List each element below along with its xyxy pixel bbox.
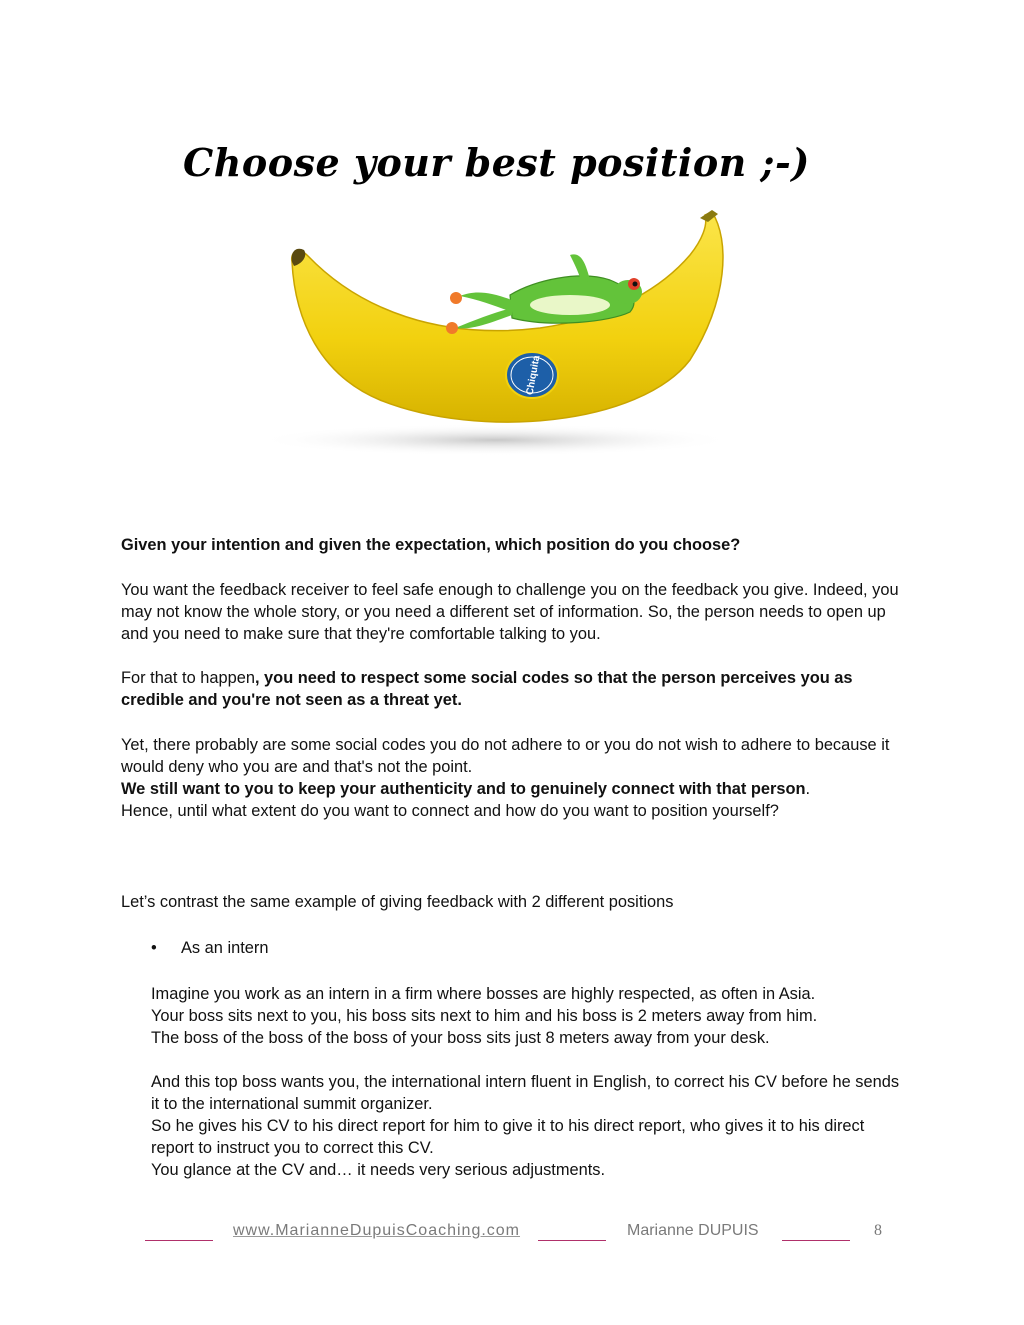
cv-chain-text: So he gives his CV to his direct report for him to give it to his direct report, who gives it to his direct report to instruct you to correct this CV. (151, 1117, 865, 1157)
scenario-line: Imagine you work as an intern in a firm where bosses are highly respected, as often in Asia. (151, 985, 816, 1003)
paragraph-intro: You want the feedback receiver to feel safe enough to challenge you on the feedback you give. Indeed, you may not know the whole story, or you need a different set of information. So, the person needs to open up and you need to make sure that they're comfortable talking to you. (121, 581, 899, 643)
paragraph-question: Hence, until what extent do you want to connect and how do you want to position yourself? (121, 802, 779, 820)
frog-leg-lower (455, 308, 512, 328)
frog-belly (530, 295, 610, 315)
frog-foot (446, 322, 458, 334)
paragraph-contrast: Let’s contrast the same example of giving feedback with 2 different positions (121, 893, 674, 911)
paragraph-text: Yet, there probably are some social codes you do not adhere to or you do not wish to adhere to because it would deny who you are and that's not the point. (121, 736, 890, 776)
paragraph-authenticity (121, 734, 911, 822)
paragraph-emphasis: We still want to you to keep your authenticity and to genuinely connect with that person (121, 780, 806, 798)
cv-request-text: And this top boss wants you, the international intern fluent in English, to correct his CV before he sends it to the international summit organizer. (151, 1073, 900, 1113)
chiquita-sticker (506, 352, 558, 398)
paragraph-cv-request (151, 1071, 911, 1181)
banana-frog-illustration (250, 200, 770, 465)
footer-rule (145, 1240, 213, 1241)
page-title: Choose your best position ;-) (183, 140, 810, 185)
scenario-line: The boss of the boss of the boss of your boss sits just 8 meters away from your desk. (151, 1029, 770, 1047)
frog-foot (450, 292, 462, 304)
frog-pupil (633, 282, 638, 287)
banana-shadow (255, 424, 735, 456)
list-item-label: As an intern (181, 939, 269, 957)
paragraph-social-codes (121, 667, 911, 711)
question-heading: Given your intention and given the expectation, which position do you choose? (121, 536, 741, 554)
paragraph-intern-scenario (151, 983, 911, 1049)
footer-rule (538, 1240, 606, 1241)
paragraph-period: . (805, 780, 811, 798)
page-footer (0, 1222, 1024, 1246)
bullet-icon: • (151, 939, 157, 957)
banana-body (292, 212, 723, 422)
footer-website-link[interactable]: www.MarianneDupuisCoaching.com (233, 1222, 521, 1239)
scenario-line: Your boss sits next to you, his boss sits next to him and his boss is 2 meters away from him. (151, 1007, 818, 1025)
paragraph-emphasis: , you need to respect some social codes so that the person perceives you as credible and you're not seen as a threat yet. (121, 669, 853, 709)
footer-author: Marianne DUPUIS (627, 1222, 759, 1239)
chiquita-label: Chiquita (524, 354, 543, 396)
frog-leg (460, 293, 512, 312)
page-number: 8 (874, 1222, 882, 1239)
footer-rule (782, 1240, 850, 1241)
paragraph-lead: For that to happen (121, 669, 255, 687)
cv-conclusion-text: You glance at the CV and… it needs very serious adjustments. (151, 1161, 606, 1179)
